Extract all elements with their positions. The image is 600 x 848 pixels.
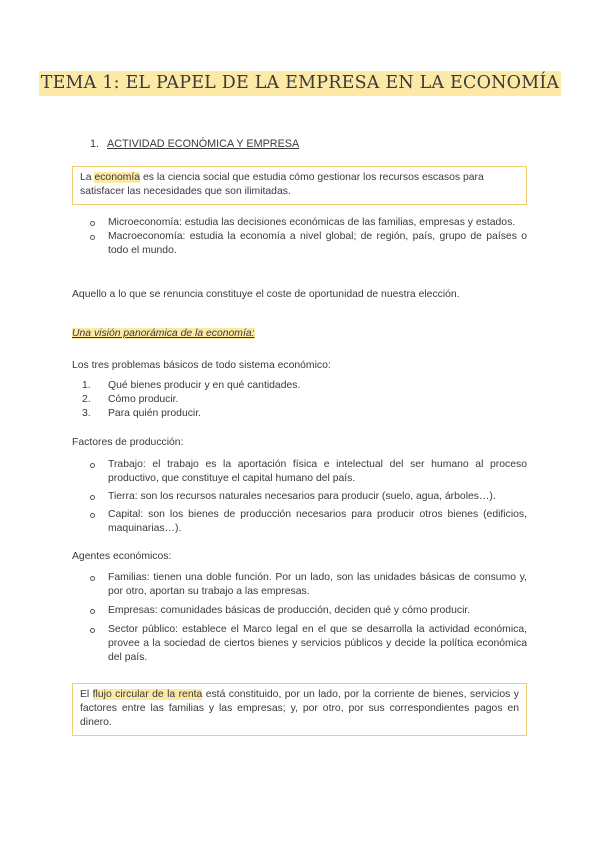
list-item-text: Para quién producir.: [108, 408, 201, 419]
list-item-text: Microeconomía: estudia las decisiones económicas de las familias, empresas y estados.: [108, 217, 516, 228]
definition-economia-after: es la ciencia social que estudia cómo gestionar los recursos escasos para satisfacer las necesidades que son ilimitadas.: [80, 172, 484, 197]
list-item: [90, 623, 527, 665]
bullet-icon: [90, 513, 95, 518]
list-item: [90, 571, 527, 599]
problems-list: [82, 379, 522, 421]
list-item: [82, 393, 522, 407]
list-number: 3.: [82, 408, 91, 419]
definition-economia-before: La: [80, 172, 95, 183]
bullet-icon: [90, 609, 95, 614]
bullet-icon: [90, 495, 95, 500]
definition-flujo-after: está constituido, por un lado, por la corriente de bienes, servicios y factores entre las familias y las empresas; y, por otro, por sus correspondientes pagos en dinero.: [80, 689, 519, 728]
definition-box-economia: [72, 166, 527, 205]
bullet-icon: [90, 235, 95, 240]
list-item: [90, 216, 527, 230]
section-number: 1.: [90, 138, 100, 150]
list-item: [90, 604, 527, 618]
definition-flujo-before: El: [80, 689, 93, 700]
highlight-flujo: flujo circular de la renta: [92, 689, 203, 700]
list-item-text: Empresas: comunidades básicas de producción, deciden qué y cómo producir.: [108, 605, 471, 616]
agents-intro: Agentes económicos:: [72, 551, 172, 562]
list-number: 1.: [82, 380, 91, 391]
factors-intro: Factores de producción:: [72, 437, 184, 448]
panoramic-heading-text: Una visión panorámica de la economía:: [72, 328, 255, 339]
bullet-icon: [90, 576, 95, 581]
list-item-text: Tierra: son los recursos naturales necesarios para producir (suelo, agua, árboles…).: [108, 491, 496, 502]
list-item: [90, 508, 527, 536]
document-title-text: TEMA 1: EL PAPEL DE LA EMPRESA EN LA ECONOMÍA: [39, 71, 562, 96]
economia-types-list: [90, 216, 527, 258]
bullet-icon: [90, 628, 95, 633]
list-item: [82, 379, 522, 393]
list-number: 2.: [82, 394, 91, 405]
list-item-text: Capital: son los bienes de producción necesarios para producir otros bienes (edificios, maquinarias…).: [108, 509, 527, 534]
definition-box-flujo: [72, 683, 527, 736]
problems-intro: Los tres problemas básicos de todo sistema económico:: [72, 360, 331, 371]
panoramic-heading: [72, 327, 527, 341]
list-item-text: Macroeconomía: estudia la economía a nivel global; de región, país, grupo de países o todo el mundo.: [108, 231, 527, 256]
bullet-icon: [90, 463, 95, 468]
agents-list: [90, 571, 527, 665]
list-item: [90, 490, 527, 504]
section-heading-text: ACTIVIDAD ECONÓMICA Y EMPRESA: [107, 138, 300, 150]
list-item-text: Trabajo: el trabajo es la aportación física e intelectual del ser humano al proceso productivo, que constituye el capital humano del país.: [108, 459, 527, 484]
coste-oportunidad-paragraph: Aquello a lo que se renuncia constituye el coste de oportunidad de nuestra elección.: [72, 289, 460, 300]
factors-list: [90, 458, 527, 536]
highlight-economia: economía: [94, 172, 141, 183]
list-item-text: Sector público: establece el Marco legal en el que se desarrolla la actividad económica, provee a la sociedad de ciertos bienes y servicios públicos y decide la política económica del país.: [108, 624, 527, 663]
document-title: [0, 73, 600, 93]
bullet-icon: [90, 221, 95, 226]
list-item-text: Familias: tienen una doble función. Por un lado, son las unidades básicas de consumo y, por otro, aportan su trabajo a las empresas.: [108, 572, 527, 597]
list-item: [90, 230, 527, 258]
list-item: [90, 458, 527, 486]
list-item-text: Cómo producir.: [108, 394, 179, 405]
list-item-text: Qué bienes producir y en qué cantidades.: [108, 380, 301, 391]
list-item: [82, 407, 522, 421]
